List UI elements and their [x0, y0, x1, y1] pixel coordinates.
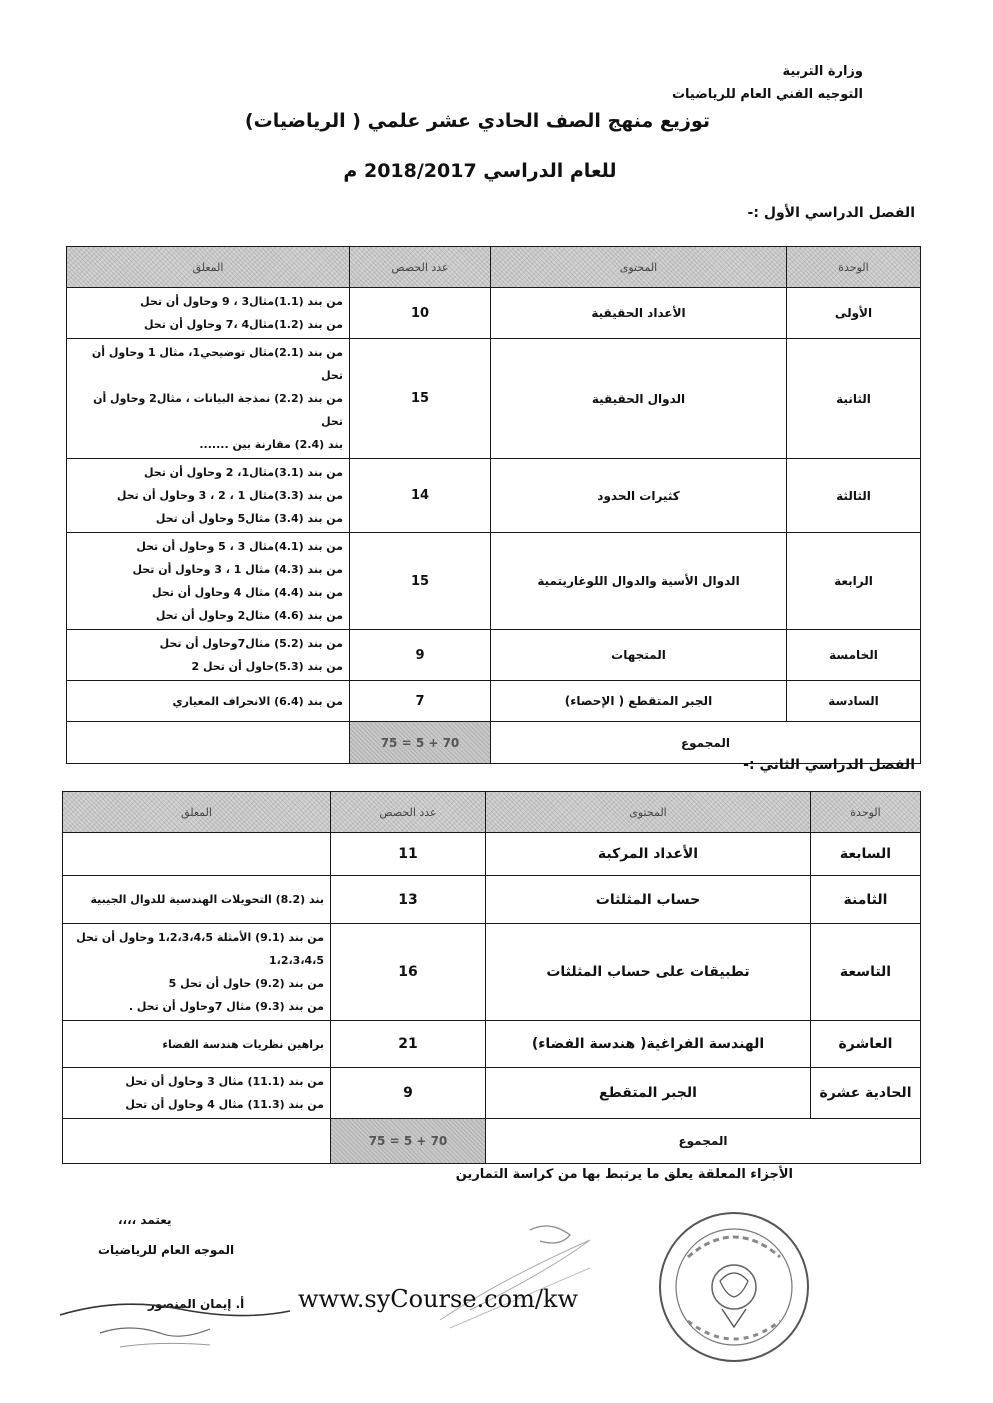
- omitted-cell: [63, 876, 331, 924]
- table-header-row: [63, 792, 921, 833]
- count-cell: 9: [331, 1068, 486, 1119]
- content-cell: كثيرات الحدود: [491, 459, 787, 533]
- count-cell: 9: [350, 630, 491, 681]
- content-cell: الأعداد المركبة: [486, 833, 811, 876]
- semester2-heading: الفصل الدراسي الثاني :-: [743, 757, 915, 773]
- omitted-line: من بند (2.2) نمذجة البيانات ، مثال2 وحاول أن تحل: [93, 392, 343, 428]
- omitted-line: من بند (3.3)مثال 1 ، 2 ، 3 وحاول أن تحل: [116, 489, 343, 502]
- count-cell: 10: [350, 288, 491, 339]
- unit-cell: الرابعة: [787, 533, 921, 630]
- col-omitted: المعلق: [63, 792, 331, 833]
- omitted-line: من بند (4.4) مثال 4 وحاول أن تحل: [151, 586, 343, 599]
- col-unit: الوحدة: [811, 792, 921, 833]
- count-cell: 16: [331, 924, 486, 1021]
- omitted-line: بند (8.2) التحويلات الهندسية للدوال الجيبية: [90, 893, 324, 906]
- omitted-line: من بند (1.1)مثال3 ، 9 وحاول أن تحل: [140, 295, 343, 308]
- omitted-line: من بند (9.3) مثال 7وحاول أن تحل .: [128, 1000, 324, 1013]
- omitted-cell: [67, 630, 350, 681]
- content-cell: الجبر المتقطع: [486, 1068, 811, 1119]
- col-content: المحتوى: [486, 792, 811, 833]
- omitted-line: من بند (4.1)مثال 3 ، 5 وحاول أن تحل: [136, 540, 343, 553]
- unit-cell: السابعة: [811, 833, 921, 876]
- content-cell: الجبر المتقطع ( الإحصاء): [491, 681, 787, 722]
- unit-cell: السادسة: [787, 681, 921, 722]
- website-url[interactable]: www.syCourse.com/kw: [298, 1285, 578, 1313]
- unit-cell: العاشرة: [811, 1021, 921, 1068]
- department-name: التوجيه الفني العام للرياضيات: [671, 87, 863, 102]
- signature-scribble: [40, 1295, 300, 1355]
- table-row: [67, 459, 921, 533]
- unit-cell: الأولى: [787, 288, 921, 339]
- content-cell: حساب المثلثات: [486, 876, 811, 924]
- signatory-title: الموجه العام للرياضيات: [98, 1243, 235, 1257]
- official-stamp: [652, 1205, 817, 1370]
- ministry-name: وزارة التربية: [782, 64, 863, 79]
- omitted-line: من بند (5.3)حاول أن تحل 2: [191, 660, 343, 673]
- omitted-line: من بند (5.2) مثال7وحاول أن تحل: [159, 637, 343, 650]
- omitted-cell: [67, 533, 350, 630]
- content-cell: الهندسة الفراغية( هندسة الفضاء): [486, 1021, 811, 1068]
- omitted-cell: [63, 1068, 331, 1119]
- omitted-line: من بند (4.3) مثال 1 ، 3 وحاول أن تحل: [132, 563, 343, 576]
- total-label: المجموع: [491, 722, 921, 764]
- unit-cell: الثانية: [787, 339, 921, 459]
- omitted-cell: [67, 288, 350, 339]
- omitted-line: من بند (3.1)مثال1، 2 وحاول أن تحل: [143, 466, 343, 479]
- omitted-cell: [63, 924, 331, 1021]
- content-cell: الدوال الأسية والدوال اللوغاريتمية: [491, 533, 787, 630]
- table-header-row: [67, 247, 921, 288]
- table-row: [67, 339, 921, 459]
- table-row: [67, 630, 921, 681]
- table-row: [63, 876, 921, 924]
- footnote: الأجزاء المعلقة يعلق ما يرتبط بها من كراسة التمارين: [455, 1167, 793, 1182]
- count-cell: 14: [350, 459, 491, 533]
- page-title: توزيع منهج الصف الحادي عشر علمي ( الرياضيات): [244, 110, 710, 132]
- omitted-line: من بند (9.1) الأمثلة 1،2،3،4،5 وحاول أن تحل 1،2،3،4،5: [76, 931, 324, 967]
- omitted-cell: [63, 1021, 331, 1068]
- omitted-line: من بند (11.1) مثال 3 وحاول أن تحل: [125, 1075, 324, 1088]
- unit-cell: الحادية عشرة: [811, 1068, 921, 1119]
- content-cell: المتجهات: [491, 630, 787, 681]
- unit-cell: الخامسة: [787, 630, 921, 681]
- semester1-heading: الفصل الدراسي الأول :-: [747, 205, 915, 221]
- unit-cell: الثامنة: [811, 876, 921, 924]
- content-cell: الأعداد الحقيقية: [491, 288, 787, 339]
- approval-text: يعتمد ،،،،: [118, 1213, 172, 1227]
- omitted-line: بند (2.4) مقارنة بين .......: [199, 438, 343, 451]
- omitted-line: من بند (3.4) مثال5 وحاول أن تحل: [155, 512, 343, 525]
- col-unit: الوحدة: [787, 247, 921, 288]
- count-cell: 21: [331, 1021, 486, 1068]
- table-row: [63, 1021, 921, 1068]
- omitted-line: براهين نظريات هندسة الفضاء: [162, 1037, 324, 1051]
- table-row: [63, 1068, 921, 1119]
- semester2-table: [62, 791, 921, 1164]
- unit-cell: التاسعة: [811, 924, 921, 1021]
- content-cell: الدوال الحقيقية: [491, 339, 787, 459]
- omitted-line: من بند (11.3) مثال 4 وحاول أن تحل: [125, 1098, 324, 1111]
- table-row: [67, 288, 921, 339]
- semester1-table: [66, 246, 921, 764]
- omitted-line: من بند (2.1)مثال توضيحي1، مثال 1 وحاول أن تحل: [91, 346, 343, 382]
- col-count: عدد الحصص: [331, 792, 486, 833]
- unit-cell: الثالثة: [787, 459, 921, 533]
- table-row: [63, 833, 921, 876]
- omitted-line: من بند (4.6) مثال2 وحاول أن تحل: [155, 609, 343, 622]
- total-value: 75 = 5 + 70: [331, 1119, 486, 1164]
- academic-year: للعام الدراسي 2018/2017 م: [343, 160, 617, 182]
- omitted-line: من بند (9.2) حاول أن تحل 5: [168, 977, 324, 990]
- content-cell: تطبيقات على حساب المثلثات: [486, 924, 811, 1021]
- total-value: 75 = 5 + 70: [350, 722, 491, 764]
- table-row: [67, 681, 921, 722]
- table-row: [63, 924, 921, 1021]
- count-cell: 7: [350, 681, 491, 722]
- omitted-cell: [63, 833, 331, 876]
- omitted-cell: [67, 459, 350, 533]
- total-blank: [67, 722, 350, 764]
- count-cell: 15: [350, 533, 491, 630]
- total-blank: [63, 1119, 331, 1164]
- handwritten-signature: [420, 1210, 620, 1340]
- table-row: [67, 533, 921, 630]
- omitted-cell: [67, 681, 350, 722]
- omitted-line: من بند (6.4) الانحراف المعياري: [172, 694, 343, 708]
- col-count: عدد الحصص: [350, 247, 491, 288]
- col-omitted: المعلق: [67, 247, 350, 288]
- omitted-cell: [67, 339, 350, 459]
- total-label: المجموع: [486, 1119, 921, 1164]
- count-cell: 13: [331, 876, 486, 924]
- count-cell: 15: [350, 339, 491, 459]
- total-row: [63, 1119, 921, 1164]
- omitted-line: من بند (1.2)مثال4 ،7 وحاول أن تحل: [143, 318, 343, 331]
- count-cell: 11: [331, 833, 486, 876]
- col-content: المحتوى: [491, 247, 787, 288]
- signatory-name: أ. إيمان المنصور: [148, 1297, 245, 1311]
